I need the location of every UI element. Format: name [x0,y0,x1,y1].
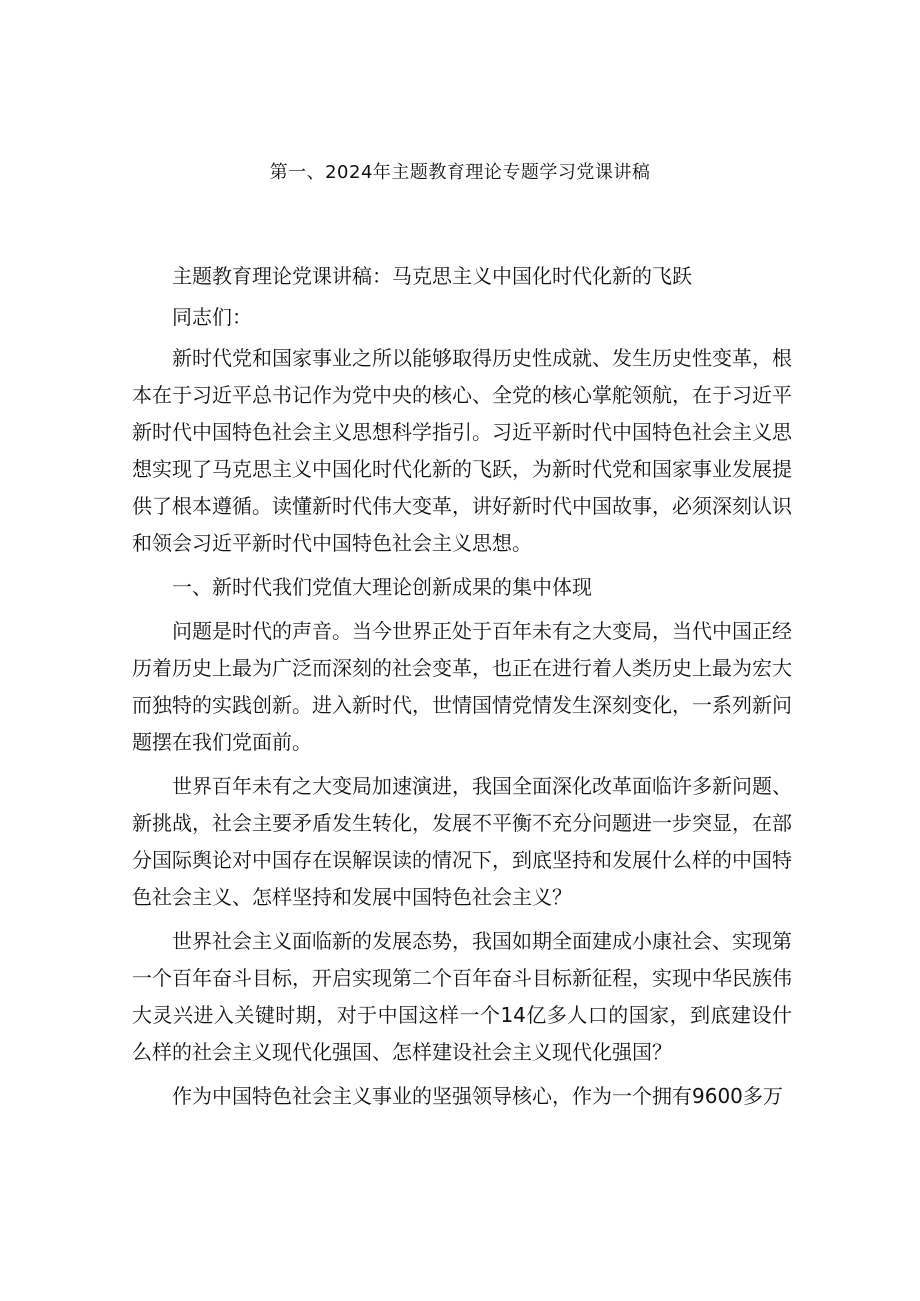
paragraph-subtitle: 主题教育理论党课讲稿：马克思主义中国化时代化新的飞跃 [172,264,692,288]
paragraph: 世界社会主义面临新的发展态势，我国如期全面建成小康社会、实现第一个百年奋斗目标，开启实现第二个百年奋斗目标新征程，实现中华民族伟大灵兴进入关键时期，对于中国这样一个14亿多人口的国家，到底建设什么样的社会主义现代化强国、怎样建设社会主义现代化强国？ [132,929,792,1064]
document-body [132,258,792,1122]
paragraph-salutation: 同志们： [172,305,252,329]
paragraph: 问题是时代的声音。当今世界正处于百年未有之大变局，当代中国正经历着历史上最为广泛而深刻的社会变革，也正在进行着人类历史上最为宏大而独特的实践创新。进入新时代，世情国情党情发生深刻变化，一系列新问题摆在我们党面前。 [132,619,792,754]
paragraph: 世界百年未有之大变局加速演进，我国全面深化改革面临许多新问题、新挑战，社会主要矛盾发生转化，发展不平衡不充分问题进一步突显，在部分国际舆论对中国存在误解误读的情况下，到底坚持和发展什么样的中国特色社会主义、怎样坚持和发展中国特色社会主义？ [132,774,792,909]
document-title: 第一、2024年主题教育理论专题学习党课讲稿 [269,162,651,183]
paragraph: 新时代党和国家事业之所以能够取得历史性成就、发生历史性变革，根本在于习近平总书记作为党中央的核心、全党的核心掌舵领航，在于习近平新时代中国特色社会主义思想科学指引。习近平新时代中国特色社会主义思想实现了马克思主义中国化时代化新的飞跃，为新时代党和国家事业发展提供了根本遵循。读懂新时代伟大变革，讲好新时代中国故事，必须深刻认识和领会习近平新时代中国特色社会主义思想。 [132,346,792,555]
section-heading: 一、新时代我们党值大理论创新成果的集中体现 [172,575,592,599]
paragraph: 作为中国特色社会主义事业的坚强领导核心，作为一个拥有9600多万 [172,1084,783,1108]
